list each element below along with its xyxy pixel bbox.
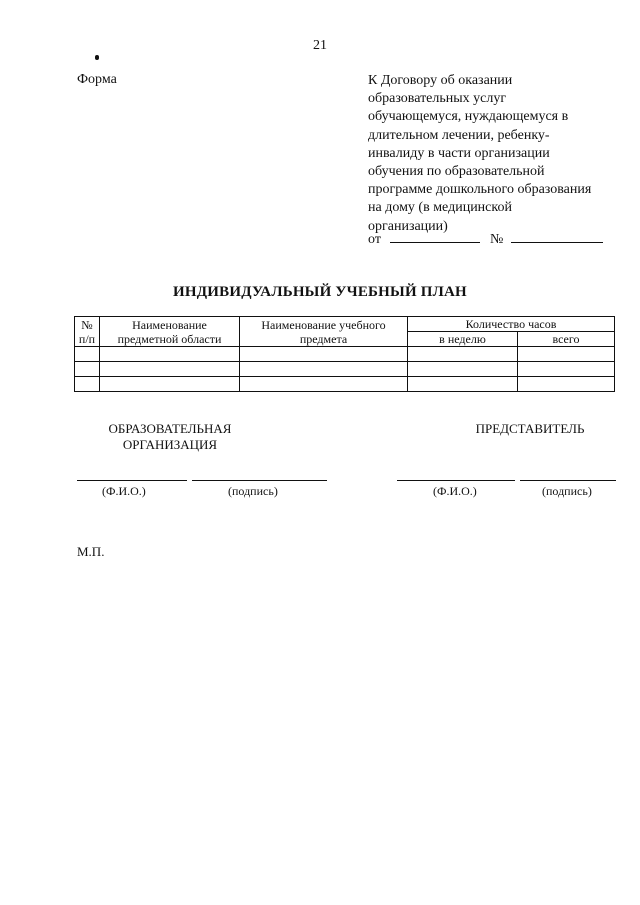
col-header-total: всего	[518, 332, 615, 347]
plan-title: ИНДИВИДУАЛЬНЫЙ УЧЕБНЫЙ ПЛАН	[173, 284, 467, 300]
form-label: Форма	[77, 72, 117, 87]
contract-line: на дому (в медицинской	[368, 200, 512, 216]
contract-reference	[368, 72, 628, 236]
date-blank[interactable]	[390, 229, 480, 243]
rep-fio-line[interactable]	[397, 480, 515, 481]
org-fio-caption: (Ф.И.О.)	[102, 484, 146, 498]
table-cell[interactable]	[100, 377, 240, 392]
table-cell[interactable]	[100, 362, 240, 377]
page-number: 21	[313, 38, 327, 53]
table-cell[interactable]	[240, 347, 408, 362]
contract-line: обучения по образовательной	[368, 164, 545, 180]
number-label: №	[489, 232, 504, 247]
col-header-subject: Наименование учебного предмета	[240, 317, 408, 347]
table-cell[interactable]	[240, 377, 408, 392]
table-cell[interactable]	[75, 362, 100, 377]
table-row	[75, 362, 615, 377]
table-cell[interactable]	[518, 347, 615, 362]
col-header-subject-area: Наименование предметной области	[100, 317, 240, 347]
stray-mark	[95, 55, 99, 60]
table-cell[interactable]	[408, 347, 518, 362]
table-cell[interactable]	[518, 362, 615, 377]
table-cell[interactable]	[100, 347, 240, 362]
rep-sign-caption: (подпись)	[542, 484, 592, 498]
contract-line: организации)	[368, 218, 448, 234]
contract-line: длительном лечении, ребенку-	[368, 127, 550, 143]
rep-signature-line[interactable]	[520, 480, 616, 481]
contract-line: инвалиду в части организации	[368, 145, 550, 161]
col-header-per-week: в неделю	[408, 332, 518, 347]
table-cell[interactable]	[75, 377, 100, 392]
col-header-number: № п/п	[75, 317, 100, 347]
rep-fio-caption: (Ф.И.О.)	[433, 484, 477, 498]
table-cell[interactable]	[408, 377, 518, 392]
org-signature-line[interactable]	[192, 480, 327, 481]
table-cell[interactable]	[408, 362, 518, 377]
table-cell[interactable]	[240, 362, 408, 377]
org-fio-line[interactable]	[77, 480, 187, 481]
contract-line: К Договору об оказании	[368, 73, 513, 88]
contract-line: программе дошкольного образования	[368, 182, 592, 198]
number-blank[interactable]	[511, 229, 603, 243]
contract-date-number-row	[368, 229, 603, 248]
org-signature-title: ОБРАЗОВАТЕЛЬНАЯ ОРГАНИЗАЦИЯ	[108, 421, 232, 452]
stamp-label: М.П.	[77, 544, 105, 559]
table-cell[interactable]	[75, 347, 100, 362]
col-header-hours: Количество часов	[408, 317, 615, 332]
table-row	[75, 377, 615, 392]
contract-line: образовательных услуг	[368, 91, 507, 107]
rep-signature-title: ПРЕДСТАВИТЕЛЬ	[475, 421, 585, 436]
table-cell[interactable]	[518, 377, 615, 392]
table-row	[75, 347, 615, 362]
contract-line: обучающемуся, нуждающемуся в	[368, 109, 569, 125]
curriculum-table	[74, 316, 615, 392]
org-sign-caption: (подпись)	[228, 484, 278, 498]
from-label: от	[368, 232, 381, 247]
